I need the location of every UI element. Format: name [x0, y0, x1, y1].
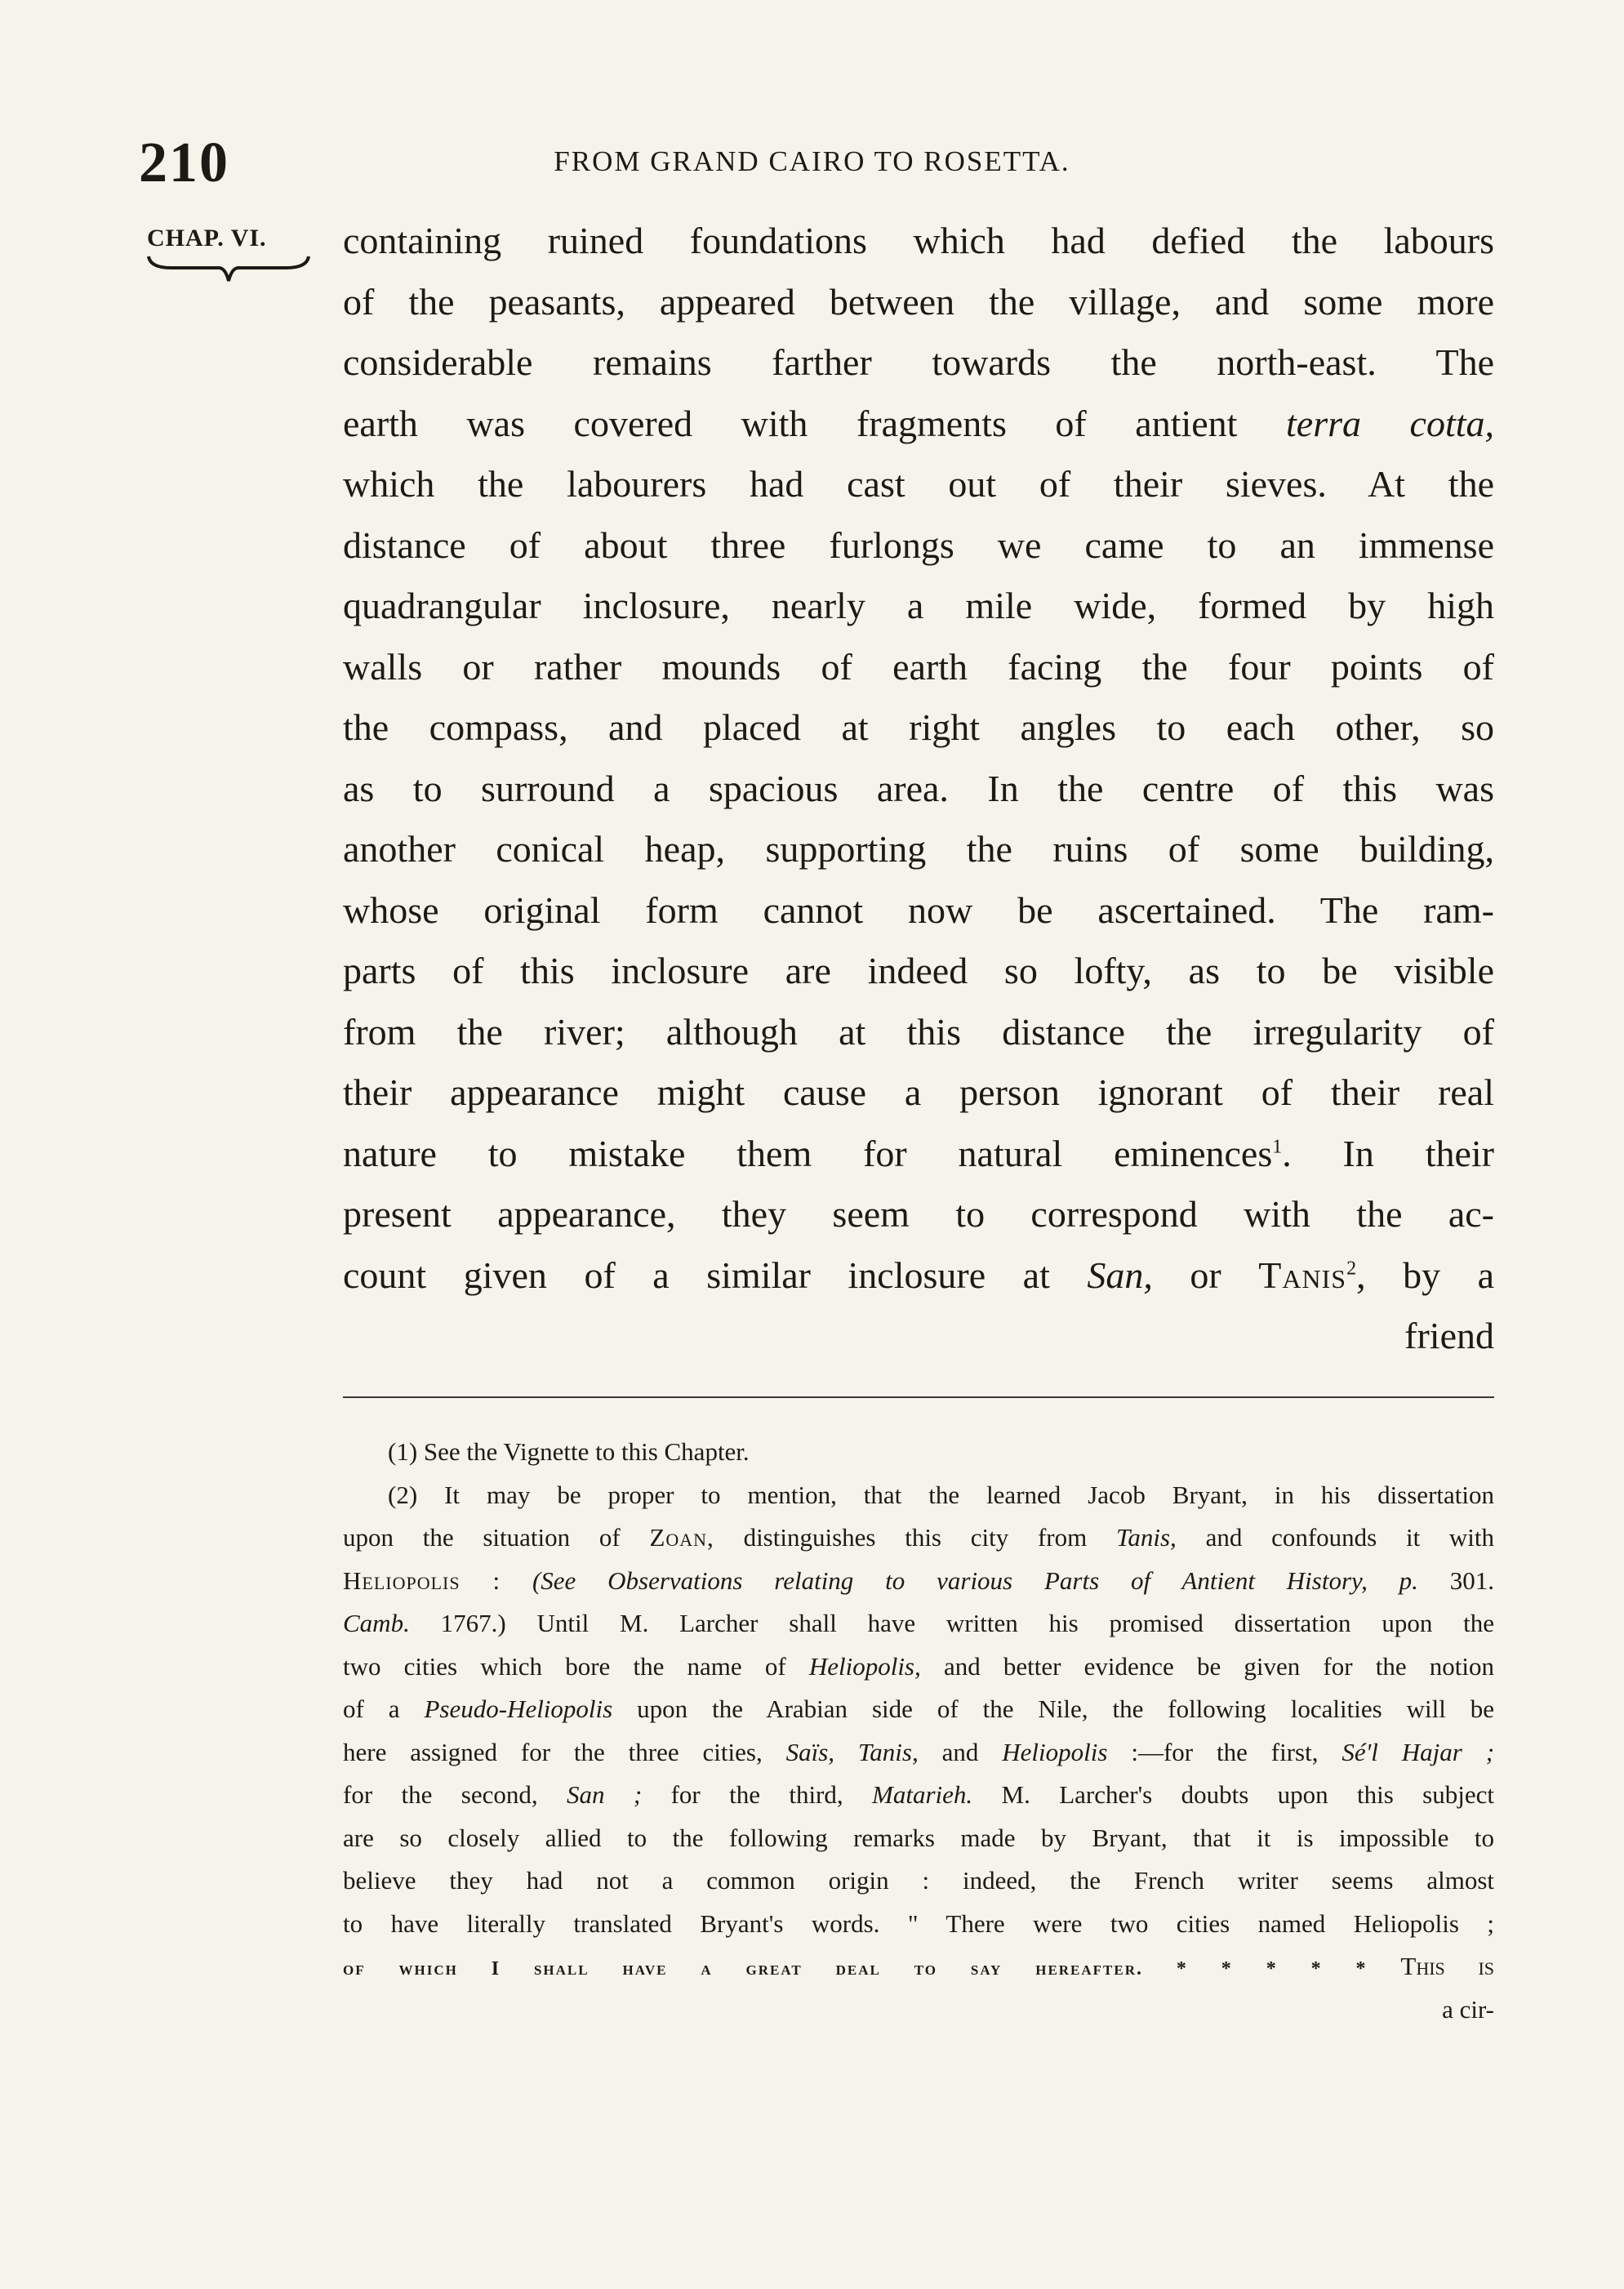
- small-caps-term: Tanis: [1258, 1254, 1347, 1296]
- text-line: another conical heap, supporting the ruins of some building,: [343, 828, 1494, 870]
- text-line: as to surround a spacious area. In the centre of this was: [343, 767, 1494, 809]
- italic-term: terra cotta,: [1286, 402, 1495, 444]
- text-line: distance of about three furlongs we came to an immense: [343, 523, 1494, 566]
- main-text: [343, 211, 1494, 1367]
- footnote-ref: 1: [1272, 1136, 1283, 1158]
- text-line: of the peasants, appeared between the village, and some more: [343, 280, 1494, 323]
- text-line: which the labourers had cast out of their sieves. At the: [343, 463, 1494, 505]
- page-number: 210: [139, 131, 229, 194]
- footnote-catchword: a cir-: [1442, 1994, 1494, 2024]
- footnote-line: believe they had not a common origin : indeed, the French writer seems almost: [343, 1866, 1494, 1895]
- footnote-line: to have literally translated Bryant's words. " There were two cities named Heliopolis ;: [343, 1908, 1494, 1938]
- text-line: parts of this inclosure are indeed so lofty, as to be visible: [343, 950, 1494, 991]
- footnote-line: for the second, San ; for the third, Matarieh. M. Larcher's doubts upon this subject: [343, 1780, 1494, 1809]
- text-line: present appearance, they seem to correspond with the ac-: [343, 1193, 1494, 1235]
- text-line: containing ruined foundations which had defied the labours: [343, 220, 1494, 261]
- running-title: FROM GRAND CAIRO TO ROSETTA.: [554, 145, 1070, 177]
- footnote-line: two cities which bore the name of Heliopolis, and better evidence be given for the notion: [343, 1651, 1495, 1681]
- text-line: earth was covered with fragments of antient terra cotta,: [343, 402, 1495, 444]
- footnote-line: Heliopolis : (See Observations relating to various Parts of Antient History, p. 301.: [343, 1565, 1495, 1595]
- catchword: friend: [1404, 1315, 1494, 1356]
- text-line: the compass, and placed at right angles to each other, so: [343, 706, 1494, 748]
- text-line: quadrangular inclosure, nearly a mile wide, formed by high: [343, 585, 1494, 626]
- footnote-line: are so closely allied to the following remarks made by Bryant, that it is impossible to: [343, 1823, 1494, 1852]
- text-line: from the river; although at this distance the irregularity of: [343, 1010, 1494, 1053]
- italic-term: San,: [1087, 1254, 1153, 1296]
- text-line: their appearance might cause a person ignorant of their real: [343, 1071, 1494, 1113]
- footnotes: [343, 1431, 1494, 2031]
- text-line: count given of a similar inclosure at San, or Tanis$^2$, by a: [343, 1254, 1495, 1296]
- footnote-line: (2) It may be proper to mention, that the learned Jacob Bryant, in his dissertation: [388, 1480, 1494, 1509]
- text-line: whose original form cannot now be ascertained. The ram-: [343, 888, 1494, 931]
- footnote-line: upon the situation of Zoan, distinguishes this city from Tanis, and confounds it with: [343, 1523, 1495, 1552]
- footnote-line: (1) See the Vignette to this Chapter.: [388, 1437, 750, 1466]
- footnote-line: of a Pseudo-Heliopolis upon the Arabian side of the Nile, the following localities will be: [343, 1694, 1495, 1723]
- footnote-rule: [343, 1396, 1494, 1398]
- footnote-line: Camb. 1767.) Until M. Larcher shall have written his promised dissertation upon the: [343, 1609, 1494, 1637]
- text-line: walls or rather mounds of earth facing the four points of: [343, 645, 1494, 688]
- footnote-line: here assigned for the three cities, Saïs, Tanis, and Heliopolis :—for the first, Sé'l Hajar ;: [343, 1737, 1495, 1766]
- text-line: considerable remains farther towards the north-east. The: [343, 341, 1494, 383]
- brace-ornament-icon: [147, 253, 310, 286]
- text-line: nature to mistake them for natural eminences$^1$. In their: [343, 1132, 1494, 1174]
- footnote-line: of which I shall have a great deal to say hereafter. * * * * * This is: [343, 1952, 1495, 1980]
- footnote-ref: 2: [1346, 1258, 1357, 1280]
- chapter-sidenote: CHAP. VI.: [147, 225, 267, 252]
